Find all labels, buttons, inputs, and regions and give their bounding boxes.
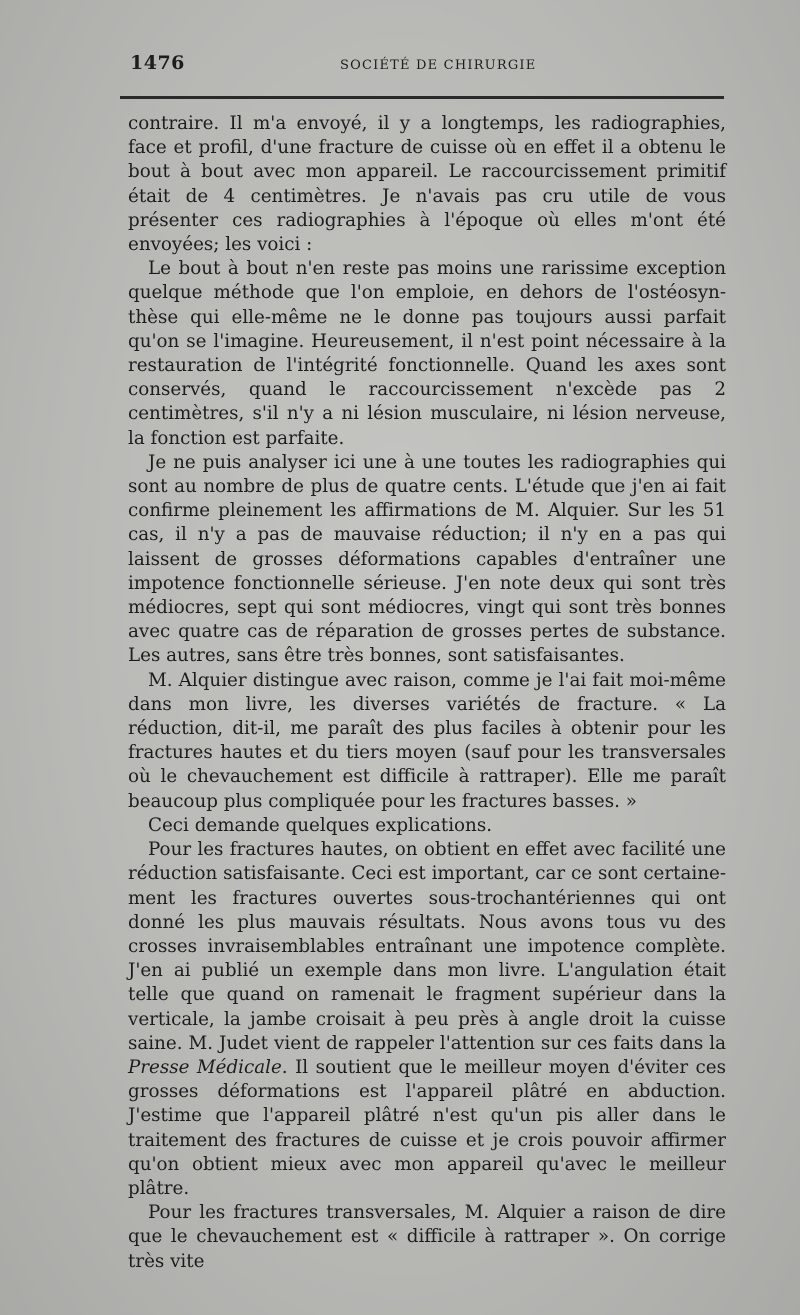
paragraph: Le bout à bout n'en reste pas moins une rarissime exception quelque méthode que l'on emploie, en dehors de l'ostéosynthèse qui elle-même ne le donne pas toujours aussi parfait qu'on se l'imagine. Heureusement, il n'est point nécessaire à la restauration de l'intégrité fonctionnelle. Quand les axes sont conservés, quand le raccourcissement n'excède pas 2 centimètres, s'il n'y a ni lésion musculaire, ni lésion nerveuse, la fonction est parfaite.	[128, 258, 726, 449]
paragraph: contraire. Il m'a envoyé, il y a longtemps, les radiographies, face et profil, d'une fracture de cuisse où en effet il a obtenu le bout à bout avec mon appareil. Le raccourcissement primitif était de 4 centimètres. Je n'avais pas cru utile de vous présenter ces radiographies à l'époque où elles m'ont été envoyées; les voici :	[128, 113, 726, 256]
page-number: 1476	[130, 52, 185, 74]
text-run: . Il soutient que le meilleur moyen d'éviter ces grosses déformations est l'appareil plâtré en abduction. J'estime que l'appareil plâtré n'est qu'un pis aller dans le traitement des fractures de cuisse et je crois pouvoir affirmer qu'on obtient mieux avec mon appareil qu'avec le meilleur plâtre.	[128, 1056, 726, 1199]
text-run: Pour les fractures hautes, on obtient en effet avec facilité une réduction satisfaisante. Ceci est important, car ce sont certainement les fractures ouvertes sous-trochantériennes qui ont donné les plus mauvais résultats. Nous avons tous vu des crosses invraisemblables entraînant une impotence complète. J'en ai publié un exemple dans mon livre. L'angulation était telle que quand on ramenait le fragment supérieur dans la verticale, la jambe croisait à peu près à angle droit la cuisse saine. M. Judet vient de rappeler l'attention sur ces faits dans la	[128, 839, 726, 1054]
paragraph	[128, 838, 726, 1201]
paragraph: M. Alquier distingue avec raison, comme je l'ai fait moi-même dans mon livre, les diverses variétés de fracture. « La réduction, dit-il, me paraît des plus faciles à obtenir pour les fractures hautes et du tiers moyen (sauf pour les transversales où le chevauchement est difficile à rattraper). Elle me paraît beaucoup plus compliquée pour les fractures basses. »	[128, 669, 726, 812]
journal-title: Presse Médicale	[128, 1056, 282, 1078]
paragraph: Je ne puis analyser ici une à une toutes les radiographies qui sont au nombre de plus de quatre cents. L'étude que j'en ai fait confirme pleinement les affirmations de M. Alquier. Sur les 51 cas, il n'y a pas de mauvaise réduction; il n'y en a pas qui laissent de grosses déformations capables d'entraîner une impotence fonctionnelle sérieuse. J'en note deux qui sont très médiocres, sept qui sont médiocres, vingt qui sont très bonnes avec quatre cas de réparation de grosses pertes de substance. Les autres, sans être très bonnes, sont satisfaisantes.	[128, 451, 726, 667]
running-head: SOCIÉTÉ DE CHIRURGIE	[340, 58, 537, 73]
page-header	[130, 52, 725, 82]
body-text	[128, 112, 726, 1274]
paragraph: Ceci demande quelques explications.	[148, 814, 493, 836]
paragraph: Pour les fractures transversales, M. Alquier a raison de dire que le chevauchement est « difficile à rattraper ». On corrige très vite	[128, 1202, 726, 1272]
header-rule	[120, 96, 724, 99]
